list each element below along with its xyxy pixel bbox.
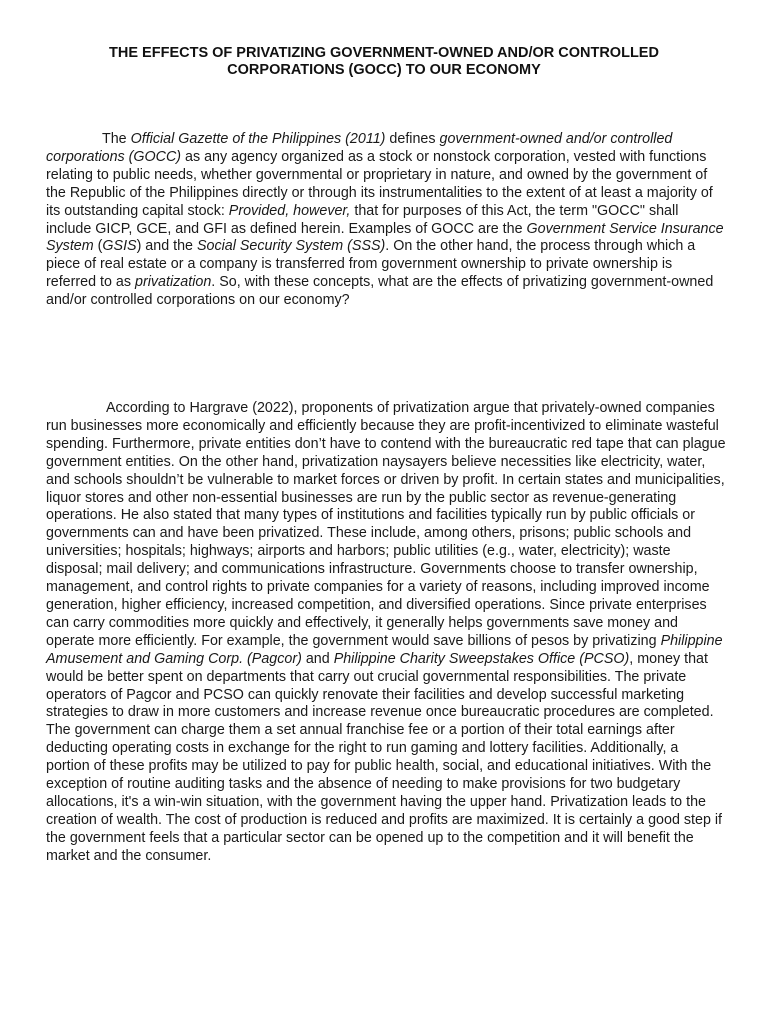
title-line-1: THE EFFECTS OF PRIVATIZING GOVERNMENT-OWNED AND/OR CONTROLLED — [109, 45, 659, 61]
p1-run: defines — [385, 131, 440, 147]
p2-run: Philippine Amusement and Gaming Corp. (Pagcor) — [46, 632, 723, 667]
p2-run: According to Hargrave (2022), proponents of privatization argue that privately-owned companies run businesses more economically and efficiently because they are profit-incentivized to eliminate wasteful spending. Furthermore, private entities don’t have to contend with the bureaucratic red tape that can plague government entities. On the other hand, privatization naysayers believe necessities like electricity, water, and schools shouldn’t be vulnerable to market forces or driven by profit. In certain states and municipalities, liquor stores and other non-essential businesses are run by the public sector as revenue-generating operations. He also stated that many types of institutions and facilities typically run by public officials or governments can and have been privatized. These include, among others, prisons; public schools and universities; hospitals; highways; airports and harbors; public utilities (e.g., water, electricity); waste disposal; mail delivery; and communications infrastructure. Governments choose to transfer ownership, management, and control rights to private companies for a variety of reasons, including improved income generation, higher efficiency, increased competition, and diversified operations. Since private enterprises can carry commodities more quickly and effectively, it generally helps governments save money and operate more efficiently. For example, the government would save billions of pesos by privatizing — [46, 400, 726, 649]
paragraph-body — [46, 400, 726, 866]
p1-run: ( — [93, 238, 103, 255]
p1-run: . On the other hand, the process through which a piece of real estate or a company is transferred from government ownership to private ownership is referred to as — [46, 238, 696, 291]
p1-run: Government Service Insurance System — [46, 220, 724, 255]
document-title — [46, 45, 722, 79]
p1-run: Provided, however, — [228, 202, 351, 219]
p1-run: . So, with these concepts, what are the effects of privatizing government-owned and/or controlled corporations on our economy? — [46, 274, 714, 309]
p1-run: GSIS — [102, 238, 137, 255]
paragraph-intro — [46, 131, 726, 310]
p1-run: The — [102, 131, 131, 147]
title-line-2: CORPORATIONS (GOCC) TO OUR ECONOMY — [227, 62, 541, 78]
p1-run: privatization — [135, 274, 212, 291]
p1-run: as any agency organized as a stock or nonstock corporation, vested with functions relating to public needs, whether governmental or proprietary in nature, and owned by the government of the Republic of the Philippines directly or through its instrumentalities to the extent of at least a majority of its outstanding capital stock: — [46, 148, 713, 219]
p1-run: Social Security System (SSS) — [196, 238, 386, 255]
p1-run: ) and the — [136, 238, 197, 255]
p2-run: and — [301, 650, 334, 667]
p1-run: government-owned and/or controlled corporations (GOCC) — [46, 131, 673, 165]
p1-run: that for purposes of this Act, the term "GOCC" shall include GICP, GCE, and GFI as defined herein. Examples of GOCC are the — [46, 202, 679, 237]
p2-run: , money that would be better spent on departments that carry out crucial governmental responsibilities. The private operators of Pagcor and PCSO can quickly renovate their facilities and develop successful marketing strategies to draw in more customers and increase revenue once bureaucratic procedures are completed. The government can charge them a set annual franchise fee or a portion of their total earnings after deducting operating costs in exchange for the right to run gaming and lottery facilities. Additionally, a portion of these profits may be utilized to pay for public health, social, and educational initiatives. With the exception of routine auditing tasks and the absence of needing to make provisions for two budgetary allocations, it's a win-win situation, with the government having the upper hand. Privatization leads to the creation of wealth. The cost of production is reduced and profits are maximized. It is certainly a good step if the government feels that a particular sector can be opened up to the competition and it will benefit the market and the consumer. — [46, 650, 723, 864]
p1-run: Official Gazette of the Philippines (2011) — [130, 131, 386, 147]
p2-run: Philippine Charity Sweepstakes Office (PCSO) — [333, 650, 630, 667]
